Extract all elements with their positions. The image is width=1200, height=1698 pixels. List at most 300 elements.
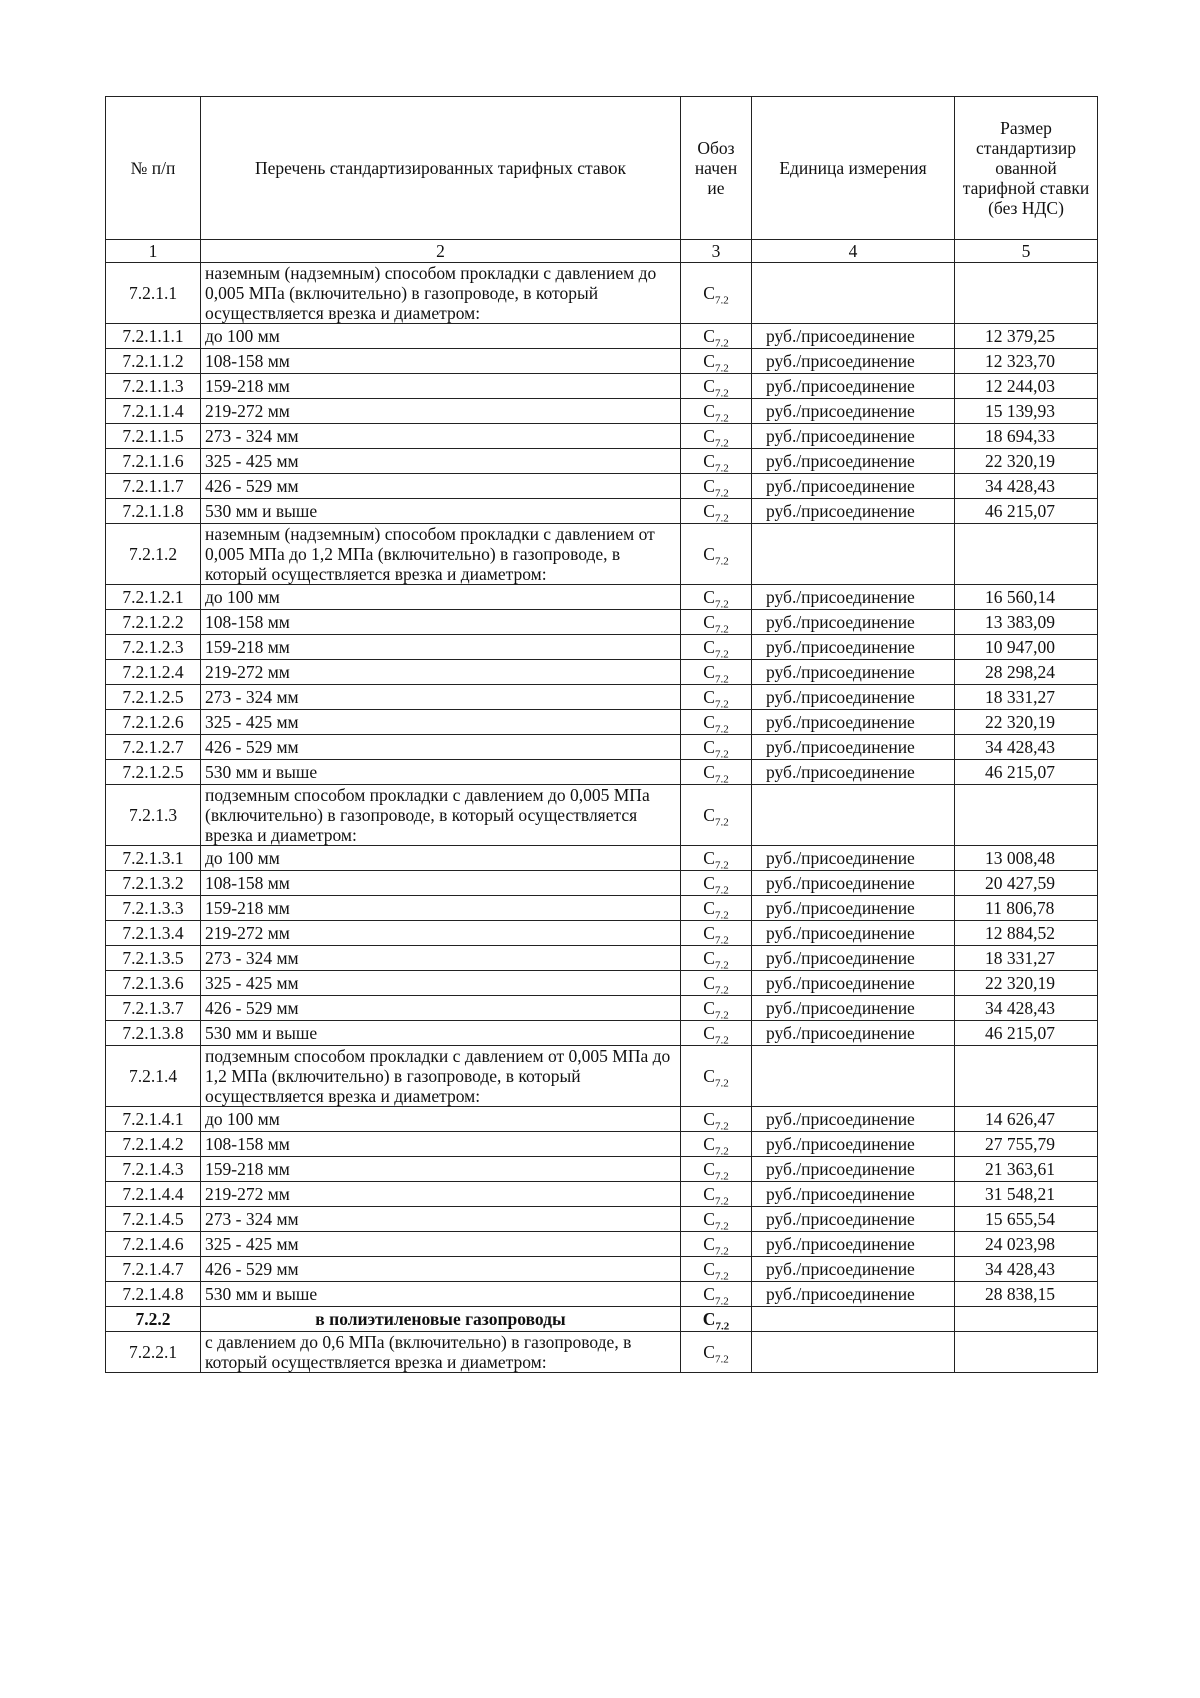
group-row xyxy=(106,524,1098,585)
designation-letter: C xyxy=(703,1209,715,1229)
designation-subscript: 7.2 xyxy=(714,337,729,349)
designation-subscript: 7.2 xyxy=(714,555,729,568)
row-unit: руб./присоединение xyxy=(752,1257,955,1282)
designation-subscript: 7.2 xyxy=(714,698,729,710)
row-value xyxy=(955,1332,1098,1373)
row-unit: руб./присоединение xyxy=(752,996,955,1021)
designation-subscript: 7.2 xyxy=(714,1295,729,1307)
row-unit xyxy=(752,785,955,846)
designation-letter: C xyxy=(703,1284,715,1304)
designation-subscript: 7.2 xyxy=(714,1034,729,1046)
row-number: 7.2.1.3.1 xyxy=(106,846,201,871)
row-description: до 100 мм xyxy=(201,846,681,871)
row-designation xyxy=(681,971,752,996)
row-unit: руб./присоединение xyxy=(752,449,955,474)
row-number: 7.2.1.1.5 xyxy=(106,424,201,449)
row-value: 12 323,70 xyxy=(955,349,1098,374)
row-number: 7.2.1.4.4 xyxy=(106,1182,201,1207)
table-row xyxy=(106,374,1098,399)
designation-letter: C xyxy=(703,873,715,893)
row-designation xyxy=(681,896,752,921)
designation-subscript: 7.2 xyxy=(714,598,729,610)
designation-letter: C xyxy=(703,998,715,1018)
row-unit: руб./присоединение xyxy=(752,1157,955,1182)
designation-subscript: 7.2 xyxy=(714,387,729,399)
row-unit: руб./присоединение xyxy=(752,871,955,896)
row-description: в полиэтиленовые газопроводы xyxy=(201,1307,681,1332)
table-row xyxy=(106,996,1098,1021)
designation-letter: C xyxy=(702,1309,716,1329)
row-value: 11 806,78 xyxy=(955,896,1098,921)
row-number: 7.2.1.2.5 xyxy=(106,685,201,710)
row-description: 219-272 мм xyxy=(201,921,681,946)
row-unit xyxy=(752,1307,955,1332)
row-description: 530 мм и выше xyxy=(201,760,681,785)
table-row xyxy=(106,846,1098,871)
table-row xyxy=(106,685,1098,710)
row-unit: руб./присоединение xyxy=(752,1021,955,1046)
row-number: 7.2.1.3 xyxy=(106,785,201,846)
designation-subscript: 7.2 xyxy=(714,462,729,474)
row-number: 7.2.1.1.1 xyxy=(106,324,201,349)
row-number: 7.2.1.4.1 xyxy=(106,1107,201,1132)
designation-subscript: 7.2 xyxy=(714,1270,729,1282)
table-row xyxy=(106,1207,1098,1232)
row-description: 426 - 529 мм xyxy=(201,1257,681,1282)
table-row xyxy=(106,921,1098,946)
row-number: 7.2.1.3.2 xyxy=(106,871,201,896)
designation-subscript: 7.2 xyxy=(714,909,729,921)
row-value: 34 428,43 xyxy=(955,735,1098,760)
table-row xyxy=(106,871,1098,896)
row-description: 530 мм и выше xyxy=(201,1021,681,1046)
designation-letter: C xyxy=(703,1023,715,1043)
group-row xyxy=(106,1332,1098,1373)
row-value: 15 139,93 xyxy=(955,399,1098,424)
row-description: 159-218 мм xyxy=(201,896,681,921)
row-unit: руб./присоединение xyxy=(752,1132,955,1157)
designation-letter: C xyxy=(703,1159,715,1179)
designation-subscript: 7.2 xyxy=(714,1120,729,1132)
row-designation xyxy=(681,1182,752,1207)
row-description: 530 мм и выше xyxy=(201,1282,681,1307)
column-number: 4 xyxy=(752,240,955,263)
designation-letter: C xyxy=(703,973,715,993)
row-value: 13 008,48 xyxy=(955,846,1098,871)
row-value: 18 331,27 xyxy=(955,946,1098,971)
row-designation xyxy=(681,374,752,399)
column-number: 3 xyxy=(681,240,752,263)
row-number: 7.2.1.3.3 xyxy=(106,896,201,921)
row-designation xyxy=(681,585,752,610)
row-designation xyxy=(681,1282,752,1307)
designation-letter: C xyxy=(703,848,715,868)
designation-subscript: 7.2 xyxy=(714,1170,729,1182)
table-row xyxy=(106,1232,1098,1257)
row-unit: руб./присоединение xyxy=(752,635,955,660)
row-description: подземным способом прокладки с давлением от 0,005 МПа до 1,2 МПа (включительно) в газопроводе, в который осуществляется врезка и диаметром: xyxy=(201,1046,681,1107)
row-designation xyxy=(681,1307,752,1332)
designation-letter: C xyxy=(703,544,715,564)
designation-subscript: 7.2 xyxy=(714,1195,729,1207)
row-designation xyxy=(681,946,752,971)
row-number: 7.2.2 xyxy=(106,1307,201,1332)
designation-letter: C xyxy=(703,762,715,782)
row-designation xyxy=(681,1046,752,1107)
row-value: 34 428,43 xyxy=(955,474,1098,499)
row-value xyxy=(955,1046,1098,1107)
row-description: 426 - 529 мм xyxy=(201,996,681,1021)
row-number: 7.2.1.3.6 xyxy=(106,971,201,996)
designation-letter: C xyxy=(703,351,715,371)
row-description: 159-218 мм xyxy=(201,635,681,660)
row-number: 7.2.1.3.8 xyxy=(106,1021,201,1046)
group-row xyxy=(106,785,1098,846)
row-unit: руб./присоединение xyxy=(752,735,955,760)
designation-letter: C xyxy=(703,662,715,682)
row-value: 15 655,54 xyxy=(955,1207,1098,1232)
row-value: 12 244,03 xyxy=(955,374,1098,399)
row-designation xyxy=(681,1332,752,1373)
row-unit: руб./присоединение xyxy=(752,1182,955,1207)
row-value: 12 884,52 xyxy=(955,921,1098,946)
row-number: 7.2.1.4.5 xyxy=(106,1207,201,1232)
row-unit: руб./присоединение xyxy=(752,399,955,424)
row-unit: руб./присоединение xyxy=(752,1232,955,1257)
table-row xyxy=(106,610,1098,635)
designation-letter: C xyxy=(703,326,715,346)
row-description: 273 - 324 мм xyxy=(201,685,681,710)
row-number: 7.2.1.2.1 xyxy=(106,585,201,610)
row-number: 7.2.1.2.7 xyxy=(106,735,201,760)
designation-subscript: 7.2 xyxy=(714,748,729,760)
designation-subscript: 7.2 xyxy=(714,412,729,424)
designation-subscript: 7.2 xyxy=(714,437,729,449)
row-value xyxy=(955,524,1098,585)
designation-letter: C xyxy=(703,1234,715,1254)
row-number: 7.2.1.4 xyxy=(106,1046,201,1107)
row-unit: руб./присоединение xyxy=(752,610,955,635)
row-designation xyxy=(681,399,752,424)
row-number: 7.2.1.1.6 xyxy=(106,449,201,474)
row-description: 108-158 мм xyxy=(201,871,681,896)
designation-letter: C xyxy=(703,1066,715,1086)
row-designation xyxy=(681,921,752,946)
table-row xyxy=(106,1182,1098,1207)
row-designation xyxy=(681,710,752,735)
row-number: 7.2.1.2.4 xyxy=(106,660,201,685)
row-description: 325 - 425 мм xyxy=(201,449,681,474)
row-value xyxy=(955,785,1098,846)
table-row xyxy=(106,1132,1098,1157)
designation-letter: C xyxy=(703,1134,715,1154)
row-unit: руб./присоединение xyxy=(752,971,955,996)
designation-letter: C xyxy=(703,283,715,303)
row-designation xyxy=(681,1021,752,1046)
row-number: 7.2.1.1.4 xyxy=(106,399,201,424)
designation-subscript: 7.2 xyxy=(714,487,729,499)
row-unit: руб./присоединение xyxy=(752,660,955,685)
designation-letter: C xyxy=(703,948,715,968)
designation-subscript: 7.2 xyxy=(714,723,729,735)
table-row xyxy=(106,735,1098,760)
row-description: до 100 мм xyxy=(201,324,681,349)
row-unit: руб./присоединение xyxy=(752,946,955,971)
table-body xyxy=(106,263,1098,1373)
designation-subscript: 7.2 xyxy=(714,512,729,524)
row-description: наземным (надземным) способом прокладки с давлением от 0,005 МПа до 1,2 МПа (включительно) в газопроводе, в который осуществляется врезка и диаметром: xyxy=(201,524,681,585)
column-number: 5 xyxy=(955,240,1098,263)
designation-letter: C xyxy=(703,612,715,632)
table-row xyxy=(106,760,1098,785)
row-designation xyxy=(681,1207,752,1232)
designation-letter: C xyxy=(703,1259,715,1279)
designation-letter: C xyxy=(703,1184,715,1204)
designation-subscript: 7.2 xyxy=(714,773,729,785)
row-value: 14 626,47 xyxy=(955,1107,1098,1132)
designation-subscript: 7.2 xyxy=(714,859,729,871)
designation-letter: C xyxy=(703,451,715,471)
row-description: до 100 мм xyxy=(201,1107,681,1132)
row-number: 7.2.1.3.7 xyxy=(106,996,201,1021)
row-number: 7.2.1.2.3 xyxy=(106,635,201,660)
table-row xyxy=(106,896,1098,921)
row-designation xyxy=(681,524,752,585)
row-number: 7.2.1.1 xyxy=(106,263,201,324)
designation-letter: C xyxy=(703,898,715,918)
designation-subscript: 7.2 xyxy=(714,648,729,660)
row-designation xyxy=(681,871,752,896)
row-value: 13 383,09 xyxy=(955,610,1098,635)
designation-letter: C xyxy=(703,687,715,707)
row-description: 219-272 мм xyxy=(201,399,681,424)
row-number: 7.2.1.1.8 xyxy=(106,499,201,524)
row-unit: руб./присоединение xyxy=(752,1207,955,1232)
row-designation xyxy=(681,685,752,710)
table-row xyxy=(106,474,1098,499)
designation-subscript: 7.2 xyxy=(715,1320,730,1332)
row-value: 46 215,07 xyxy=(955,760,1098,785)
designation-subscript: 7.2 xyxy=(714,1009,729,1021)
table-row xyxy=(106,424,1098,449)
row-value: 22 320,19 xyxy=(955,710,1098,735)
table-row xyxy=(106,660,1098,685)
row-designation xyxy=(681,735,752,760)
row-value xyxy=(955,1307,1098,1332)
row-value: 18 331,27 xyxy=(955,685,1098,710)
designation-letter: C xyxy=(703,1109,715,1129)
row-value: 10 947,00 xyxy=(955,635,1098,660)
header-row xyxy=(106,97,1098,240)
row-number: 7.2.1.2 xyxy=(106,524,201,585)
row-unit: руб./присоединение xyxy=(752,1282,955,1307)
designation-subscript: 7.2 xyxy=(714,1220,729,1232)
table-row xyxy=(106,1021,1098,1046)
row-designation xyxy=(681,846,752,871)
row-description: до 100 мм xyxy=(201,585,681,610)
row-unit: руб./присоединение xyxy=(752,846,955,871)
row-value: 46 215,07 xyxy=(955,1021,1098,1046)
table-row xyxy=(106,449,1098,474)
row-designation xyxy=(681,349,752,374)
designation-subscript: 7.2 xyxy=(714,816,729,829)
row-designation xyxy=(681,474,752,499)
row-value: 34 428,43 xyxy=(955,1257,1098,1282)
header-unit: Единица измерения xyxy=(752,97,955,240)
row-number: 7.2.1.4.3 xyxy=(106,1157,201,1182)
designation-subscript: 7.2 xyxy=(714,934,729,946)
row-description: 219-272 мм xyxy=(201,1182,681,1207)
header-list: Перечень стандартизированных тарифных ставок xyxy=(201,97,681,240)
row-value: 22 320,19 xyxy=(955,449,1098,474)
row-unit: руб./присоединение xyxy=(752,896,955,921)
designation-subscript: 7.2 xyxy=(714,623,729,635)
table-row xyxy=(106,946,1098,971)
row-value: 24 023,98 xyxy=(955,1232,1098,1257)
row-designation xyxy=(681,499,752,524)
row-designation xyxy=(681,449,752,474)
row-number: 7.2.1.1.7 xyxy=(106,474,201,499)
row-description: с давлением до 0,6 МПа (включительно) в газопроводе, в который осуществляется врезка и диаметром: xyxy=(201,1332,681,1373)
row-unit: руб./присоединение xyxy=(752,324,955,349)
row-description: 426 - 529 мм xyxy=(201,474,681,499)
row-designation xyxy=(681,760,752,785)
row-unit: руб./присоединение xyxy=(752,685,955,710)
designation-subscript: 7.2 xyxy=(714,959,729,971)
row-number: 7.2.1.2.2 xyxy=(106,610,201,635)
row-number: 7.2.2.1 xyxy=(106,1332,201,1373)
row-description: 273 - 324 мм xyxy=(201,424,681,449)
row-value: 31 548,21 xyxy=(955,1182,1098,1207)
group-row xyxy=(106,263,1098,324)
row-unit: руб./присоединение xyxy=(752,499,955,524)
table-row xyxy=(106,499,1098,524)
row-designation xyxy=(681,1132,752,1157)
row-value: 12 379,25 xyxy=(955,324,1098,349)
row-unit: руб./присоединение xyxy=(752,1107,955,1132)
tariff-table xyxy=(105,96,1098,1373)
designation-letter: C xyxy=(703,587,715,607)
designation-letter: C xyxy=(703,401,715,421)
row-designation xyxy=(681,785,752,846)
row-number: 7.2.1.2.6 xyxy=(106,710,201,735)
designation-subscript: 7.2 xyxy=(714,673,729,685)
row-value xyxy=(955,263,1098,324)
table-row xyxy=(106,1157,1098,1182)
column-number: 2 xyxy=(201,240,681,263)
table-row xyxy=(106,1257,1098,1282)
row-value: 18 694,33 xyxy=(955,424,1098,449)
row-description: 325 - 425 мм xyxy=(201,1232,681,1257)
designation-subscript: 7.2 xyxy=(714,1145,729,1157)
row-number: 7.2.1.4.8 xyxy=(106,1282,201,1307)
table-row xyxy=(106,1282,1098,1307)
row-number: 7.2.1.3.4 xyxy=(106,921,201,946)
row-unit: руб./присоединение xyxy=(752,424,955,449)
row-number: 7.2.1.1.3 xyxy=(106,374,201,399)
row-designation xyxy=(681,1232,752,1257)
row-unit: руб./присоединение xyxy=(752,585,955,610)
row-designation xyxy=(681,1257,752,1282)
designation-subscript: 7.2 xyxy=(714,1245,729,1257)
row-description: 325 - 425 мм xyxy=(201,971,681,996)
row-number: 7.2.1.4.6 xyxy=(106,1232,201,1257)
row-designation xyxy=(681,324,752,349)
designation-letter: C xyxy=(703,376,715,396)
row-unit: руб./присоединение xyxy=(752,760,955,785)
row-value: 28 838,15 xyxy=(955,1282,1098,1307)
row-value: 46 215,07 xyxy=(955,499,1098,524)
row-unit xyxy=(752,524,955,585)
row-description: 273 - 324 мм xyxy=(201,946,681,971)
designation-letter: C xyxy=(703,805,715,825)
column-number-row xyxy=(106,240,1098,263)
designation-letter: C xyxy=(703,712,715,732)
row-description: наземным (надземным) способом прокладки с давлением до 0,005 МПа (включительно) в газопроводе, в который осуществляется врезка и диаметром: xyxy=(201,263,681,324)
row-designation xyxy=(681,996,752,1021)
row-value: 16 560,14 xyxy=(955,585,1098,610)
row-value: 22 320,19 xyxy=(955,971,1098,996)
designation-subscript: 7.2 xyxy=(714,1077,729,1090)
designation-letter: C xyxy=(703,476,715,496)
row-number: 7.2.1.2.5 xyxy=(106,760,201,785)
designation-subscript: 7.2 xyxy=(714,1353,729,1366)
row-description: 325 - 425 мм xyxy=(201,710,681,735)
table-row xyxy=(106,710,1098,735)
table-row xyxy=(106,971,1098,996)
row-unit: руб./присоединение xyxy=(752,921,955,946)
row-description: 108-158 мм xyxy=(201,1132,681,1157)
row-description: 273 - 324 мм xyxy=(201,1207,681,1232)
designation-subscript: 7.2 xyxy=(714,884,729,896)
table-row xyxy=(106,324,1098,349)
row-number: 7.2.1.4.7 xyxy=(106,1257,201,1282)
row-value: 27 755,79 xyxy=(955,1132,1098,1157)
row-designation xyxy=(681,424,752,449)
row-number: 7.2.1.4.2 xyxy=(106,1132,201,1157)
row-number: 7.2.1.1.2 xyxy=(106,349,201,374)
header-number: № п/п xyxy=(106,97,201,240)
row-designation xyxy=(681,1157,752,1182)
designation-subscript: 7.2 xyxy=(714,294,729,307)
row-unit xyxy=(752,263,955,324)
row-unit xyxy=(752,1046,955,1107)
group-row xyxy=(106,1046,1098,1107)
row-value: 28 298,24 xyxy=(955,660,1098,685)
row-value: 20 427,59 xyxy=(955,871,1098,896)
row-value: 21 363,61 xyxy=(955,1157,1098,1182)
row-description: 159-218 мм xyxy=(201,374,681,399)
designation-subscript: 7.2 xyxy=(714,984,729,996)
section-row xyxy=(106,1307,1098,1332)
header-rate-size: Размер стандартизир ованной тарифной ставки (без НДС) xyxy=(955,97,1098,240)
column-number: 1 xyxy=(106,240,201,263)
row-designation xyxy=(681,610,752,635)
designation-subscript: 7.2 xyxy=(714,362,729,374)
row-value: 34 428,43 xyxy=(955,996,1098,1021)
designation-letter: C xyxy=(703,923,715,943)
designation-letter: C xyxy=(703,737,715,757)
row-description: 426 - 529 мм xyxy=(201,735,681,760)
row-designation xyxy=(681,1107,752,1132)
designation-letter: C xyxy=(703,426,715,446)
row-description: подземным способом прокладки с давлением до 0,005 МПа (включительно) в газопроводе, в который осуществляется врезка и диаметром: xyxy=(201,785,681,846)
table-row xyxy=(106,1107,1098,1132)
row-unit: руб./присоединение xyxy=(752,710,955,735)
row-unit: руб./присоединение xyxy=(752,474,955,499)
row-designation xyxy=(681,660,752,685)
row-unit: руб./присоединение xyxy=(752,349,955,374)
